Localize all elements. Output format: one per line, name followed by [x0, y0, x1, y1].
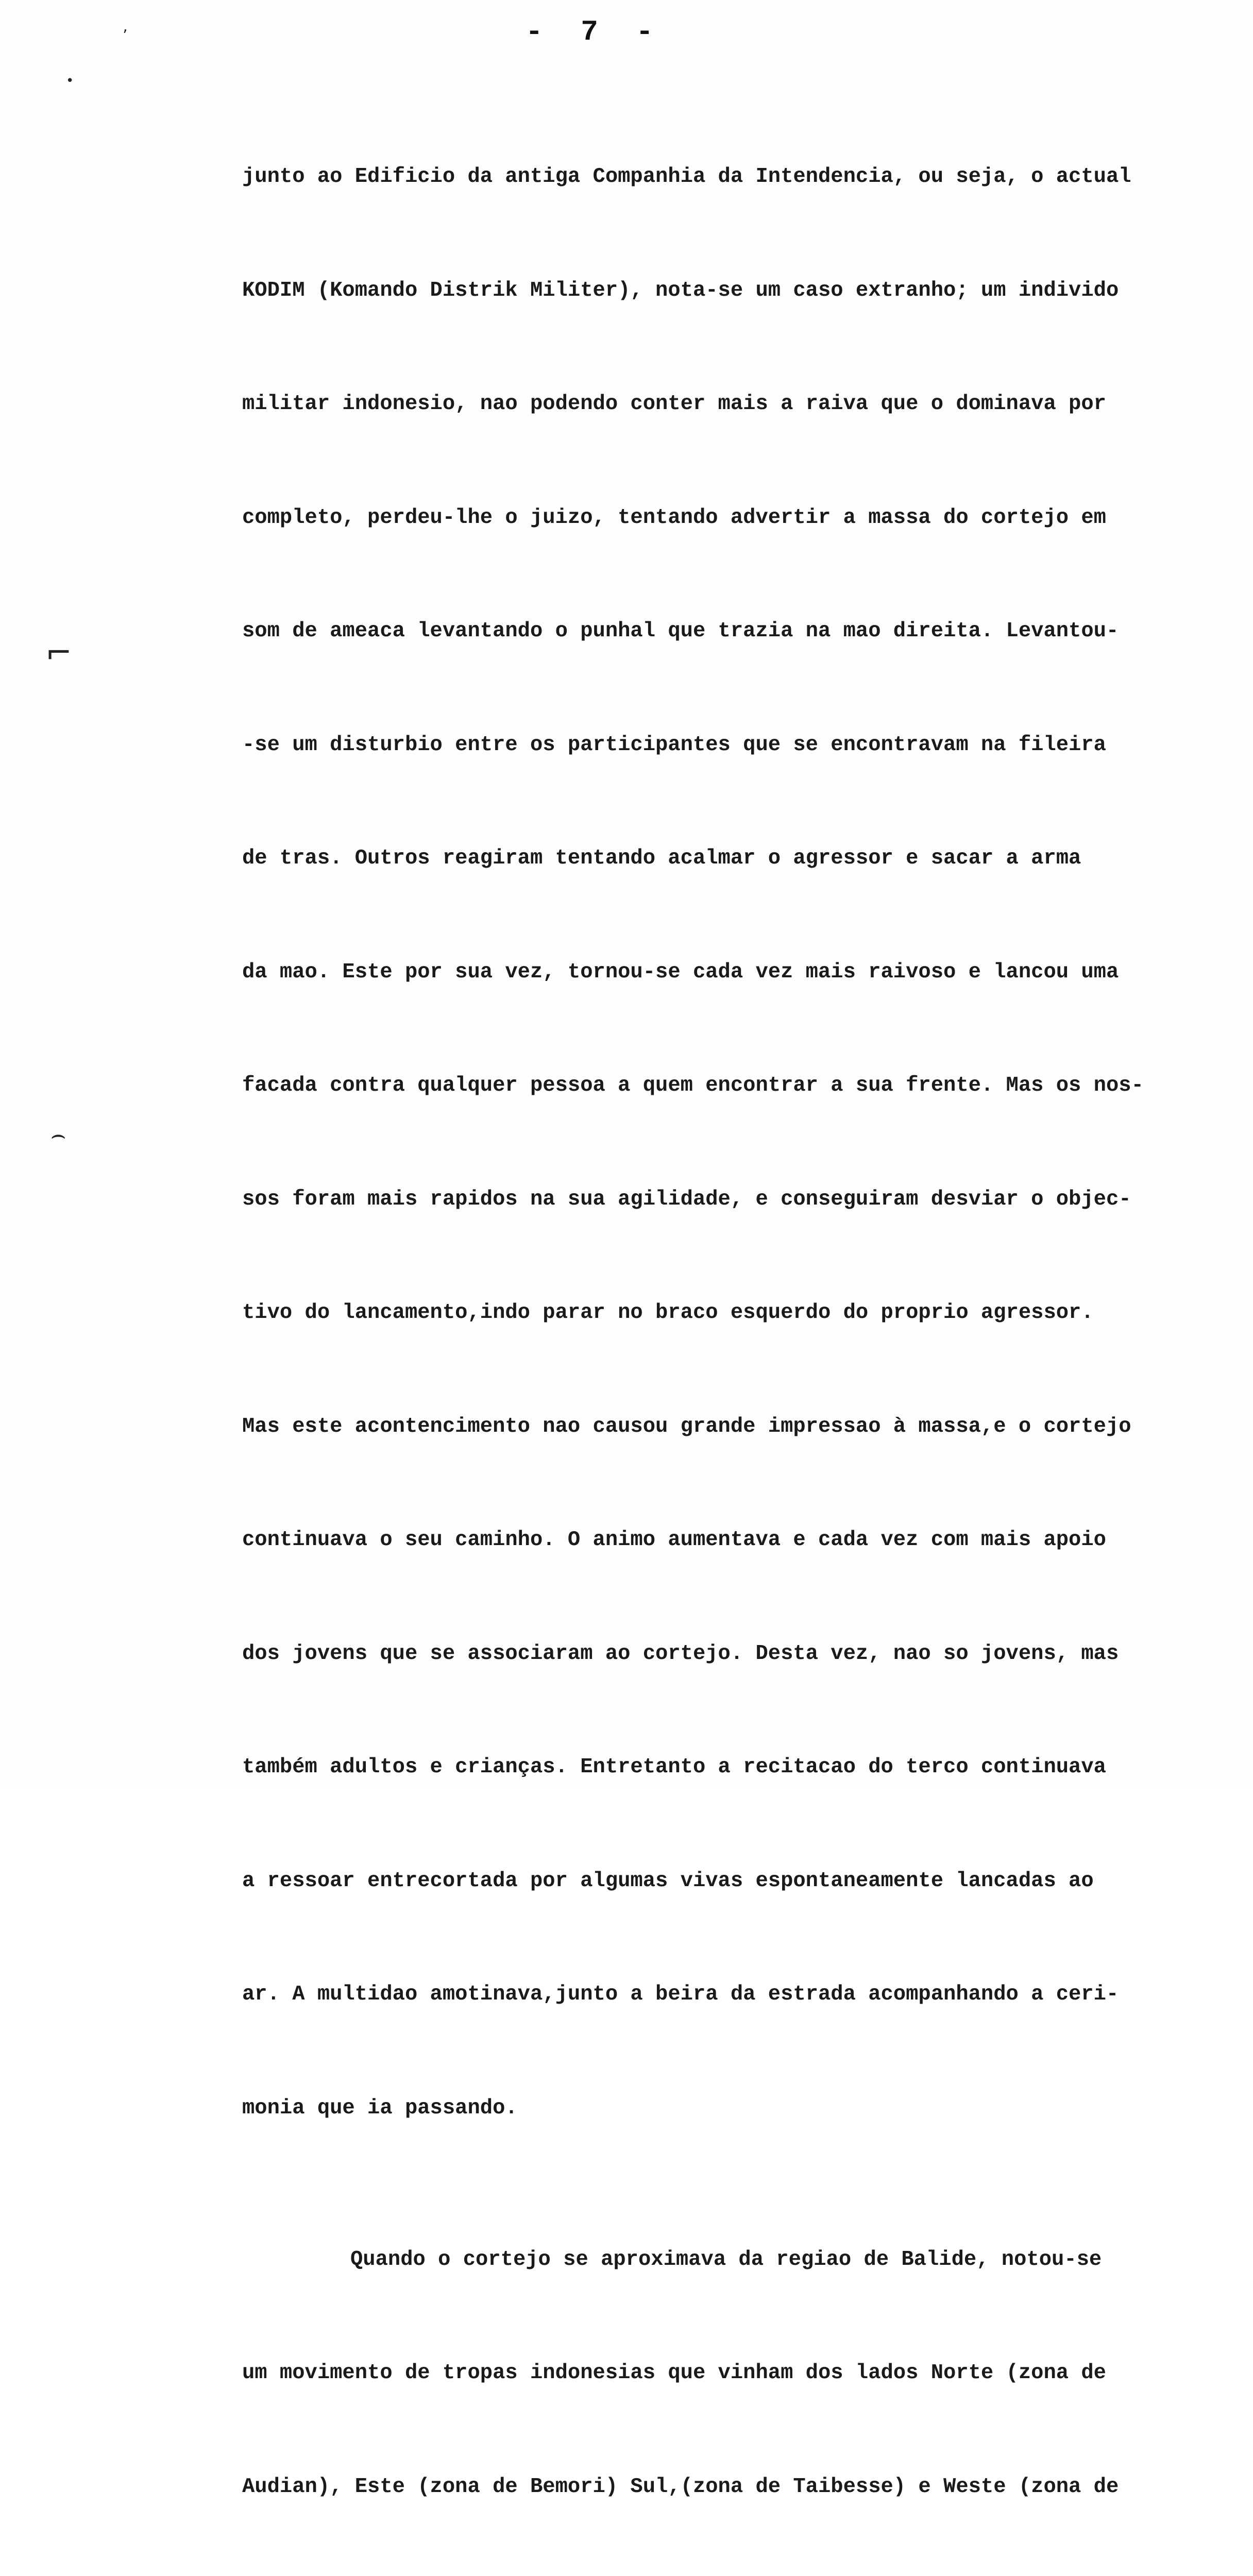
- text-line: -se um disturbio entre os participantes que se encontravam na fileira: [242, 733, 1106, 757]
- text-line: continuava o seu caminho. O animo aumentava e cada vez com mais apoio: [242, 1528, 1106, 1552]
- stray-mark: •: [66, 73, 74, 89]
- text-line: Audian), Este (zona de Bemori) Sul,(zona de Taibesse) e Weste (zona de: [242, 2475, 1119, 2499]
- stray-mark: ’: [123, 27, 128, 45]
- text-line: militar indonesio, nao podendo conter mais a raiva que o dominava por: [242, 392, 1106, 416]
- text-line: sos foram mais rapidos na sua agilidade, e conseguiram desviar o objec-: [242, 1187, 1131, 1211]
- text-line: da mao. Este por sua vez, tornou-se cada vez mais raivoso e lancou uma: [242, 960, 1119, 984]
- text-line: completo, perdeu-lhe o juizo, tentando advertir a massa do cortejo em: [242, 505, 1106, 530]
- text-line: Mas este acontencimento nao causou grande impressao à massa,e o cortejo: [242, 1414, 1131, 1438]
- text-line: tivo do lancamento,indo parar no braco esquerdo do proprio agressor.: [242, 1301, 1094, 1325]
- text-line: também adultos e crianças. Entretanto a recitacao do terco continuava: [242, 1755, 1106, 1779]
- margin-mark: ⌢: [50, 1121, 66, 1148]
- text-line: um movimento de tropas indonesias que vinham dos lados Norte (zona de: [242, 2361, 1106, 2385]
- text-line: monia que ia passando.: [242, 2096, 518, 2120]
- text-line: facada contra qualquer pessoa a quem encontrar a sua frente. Mas os nos-: [242, 1074, 1144, 1097]
- text-line: Quando o cortejo se aproximava da regiao de Balide, notou-se: [350, 2247, 1102, 2272]
- text-line: junto ao Edificio da antiga Companhia da Intendencia, ou seja, o actual: [242, 165, 1131, 189]
- text-line: a ressoar entrecortada por algumas vivas espontaneamente lancadas ao: [242, 1869, 1094, 1893]
- text-line: ar. A multidao amotinava,junto a beira da estrada acompanhando a ceri-: [242, 1982, 1119, 2006]
- page-number: - 7 -: [526, 15, 664, 48]
- margin-mark: ⌐: [45, 634, 72, 671]
- text-line: som de ameaca levantando o punhal que trazia na mao direita. Levantou-: [242, 619, 1119, 643]
- typewritten-body: [242, 82, 1180, 2576]
- text-line: dos jovens que se associaram ao cortejo. Desta vez, nao so jovens, mas: [242, 1641, 1119, 1666]
- text-line: de tras. Outros reagiram tentando acalmar o agressor e sacar a arma: [242, 846, 1081, 870]
- text-line: KODIM (Komando Distrik Militer), nota-se um caso extranho; um individo: [242, 278, 1119, 302]
